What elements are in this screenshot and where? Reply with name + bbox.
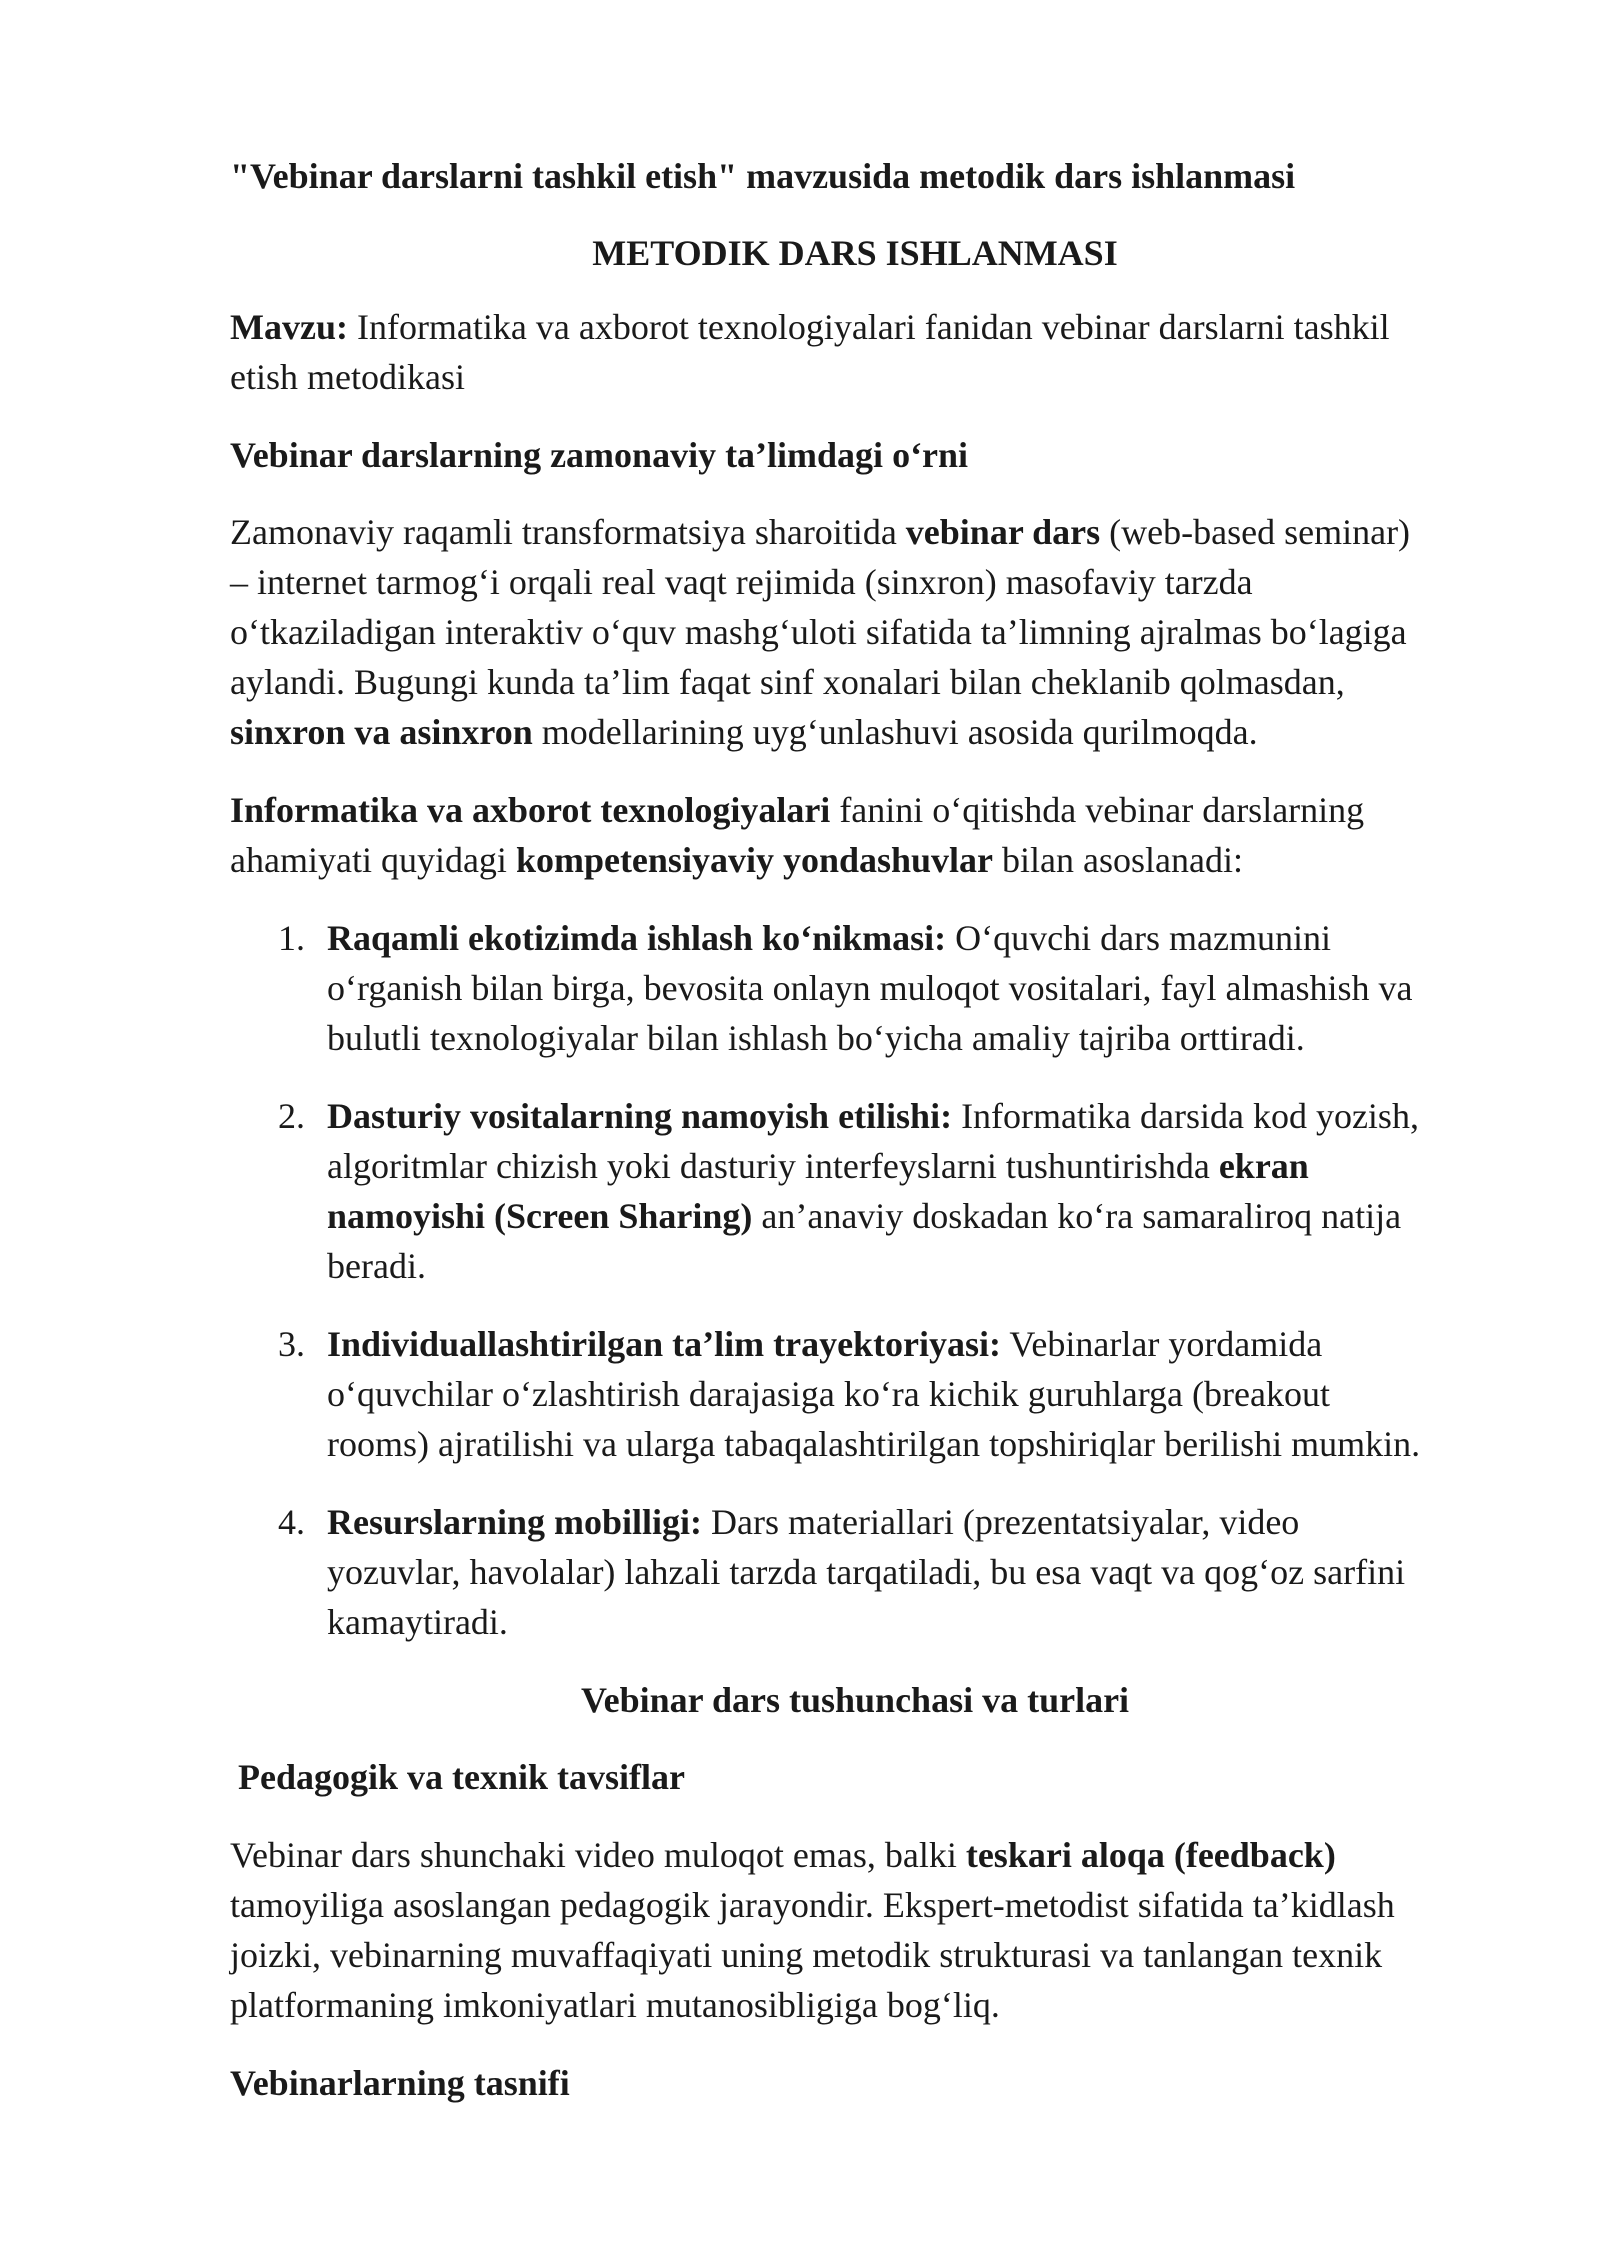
section-heading-role: Vebinar darslarning zamonaviy ta’limdagi o‘rni [230, 435, 969, 475]
topic-label: Mavzu: [230, 307, 348, 347]
list-line [327, 1141, 1309, 1191]
main-heading: METODIK DARS ISHLANMASI [592, 233, 1118, 273]
list-line [327, 913, 1331, 963]
text-run: bilan asoslanadi: [993, 840, 1243, 880]
paragraph-line [230, 835, 1243, 885]
text-run: algoritmlar chizish yoki dasturiy interfeyslarni tushuntirishda [327, 1146, 1219, 1186]
section-heading-classification: Vebinarlarning tasnifi [230, 2063, 570, 2103]
list-number: 1. [278, 918, 305, 958]
text-run: modellarining uyg‘unlashuvi asosida qurilmoqda. [532, 712, 1258, 752]
bold-term: kompetensiyaviy yondashuvlar [515, 840, 994, 880]
bold-term: Informatika va axborot texnologiyalari [230, 790, 831, 830]
topic-line-1 [230, 302, 1390, 352]
subheading-characteristics: Pedagogik va texnik tavsiflar [238, 1757, 685, 1797]
bold-term: Individuallashtirilgan ta’lim trayektoriyasi: [327, 1324, 1002, 1364]
bold-term: Resurslarning mobilligi: [327, 1502, 703, 1542]
section-heading-types: Vebinar dars tushunchasi va turlari [580, 1680, 1130, 1720]
bold-term: ekran [1218, 1146, 1309, 1186]
paragraph-line: joizki, vebinarning muvaffaqiyati uning metodik strukturasi va tanlangan texnik [230, 1935, 1383, 1975]
list-line: beradi. [327, 1246, 426, 1286]
bold-term: vebinar dars [905, 512, 1101, 552]
topic-text-1: Informatika va axborot texnologiyalari fanidan vebinar darslarni tashkil [347, 307, 1390, 347]
paragraph-line [230, 707, 1258, 757]
text-run: (web-based seminar) [1100, 512, 1411, 552]
list-line: o‘quvchilar o‘zlashtirish darajasiga ko‘ra kichik guruhlarga (breakout [327, 1374, 1330, 1414]
paragraph-line: aylandi. Bugungi kunda ta’lim faqat sinf xonalari bilan cheklanib qolmasdan, [230, 662, 1345, 702]
list-number: 3. [278, 1324, 305, 1364]
text-run: an’anaviy doskadan ko‘ra samaraliroq natija [752, 1196, 1402, 1236]
bold-term: namoyishi (Screen Sharing) [327, 1196, 753, 1236]
text-run: Vebinar dars shunchaki video muloqot emas, balki [230, 1835, 966, 1875]
list-line: o‘rganish bilan birga, bevosita onlayn muloqot vositalari, fayl almashish va [327, 968, 1413, 1008]
paragraph-line [230, 507, 1410, 557]
list-line: bulutli texnologiyalar bilan ishlash bo‘yicha amaliy tajriba orttiradi. [327, 1018, 1305, 1058]
list-line: rooms) ajratilishi va ularga tabaqalashtirilgan topshiriqlar berilishi mumkin. [327, 1424, 1421, 1464]
list-line [327, 1191, 1401, 1241]
list-number: 2. [278, 1096, 305, 1136]
bold-term: sinxron va asinxron [230, 712, 533, 752]
paragraph-line [230, 1830, 1336, 1880]
paragraph-line: o‘tkaziladigan interaktiv o‘quv mashg‘uloti sifatida ta’limning ajralmas bo‘lagiga [230, 612, 1407, 652]
paragraph-line: tamoyiliga asoslangan pedagogik jarayondir. Ekspert-metodist sifatida ta’kidlash [230, 1885, 1395, 1925]
list-line [327, 1319, 1322, 1369]
document-title: "Vebinar darslarni tashkil etish" mavzusida metodik dars ishlanmasi [230, 156, 1296, 196]
text-run: Vebinarlar yordamida [1001, 1324, 1323, 1364]
text-run: fanini o‘qitishda vebinar darslarning [830, 790, 1365, 830]
bold-term: Raqamli ekotizimda ishlash ko‘nikmasi: [327, 918, 947, 958]
paragraph-line: – internet tarmog‘i orqali real vaqt rejimida (sinxron) masofaviy tarzda [230, 562, 1253, 602]
paragraph-line [230, 785, 1364, 835]
list-line [327, 1497, 1299, 1547]
text-run: Dars materiallari (prezentatsiyalar, video [702, 1502, 1300, 1542]
text-run: O‘quvchi dars mazmunini [946, 918, 1332, 958]
list-line [327, 1091, 1419, 1141]
topic-line-2: etish metodikasi [230, 357, 465, 397]
bold-term: Dasturiy vositalarning namoyish etilishi: [327, 1096, 953, 1136]
text-run: Informatika darsida kod yozish, [952, 1096, 1419, 1136]
text-run: ahamiyati quyidagi [230, 840, 516, 880]
bold-term: teskari aloqa (feedback) [965, 1835, 1336, 1875]
list-line: kamaytiradi. [327, 1602, 508, 1642]
list-number: 4. [278, 1502, 305, 1542]
paragraph-line: platformaning imkoniyatlari mutanosibligiga bog‘liq. [230, 1985, 1000, 2025]
list-line: yozuvlar, havolalar) lahzali tarzda tarqatiladi, bu esa vaqt va qog‘oz sarfini [327, 1552, 1406, 1592]
text-run: Zamonaviy raqamli transformatsiya sharoitida [230, 512, 906, 552]
